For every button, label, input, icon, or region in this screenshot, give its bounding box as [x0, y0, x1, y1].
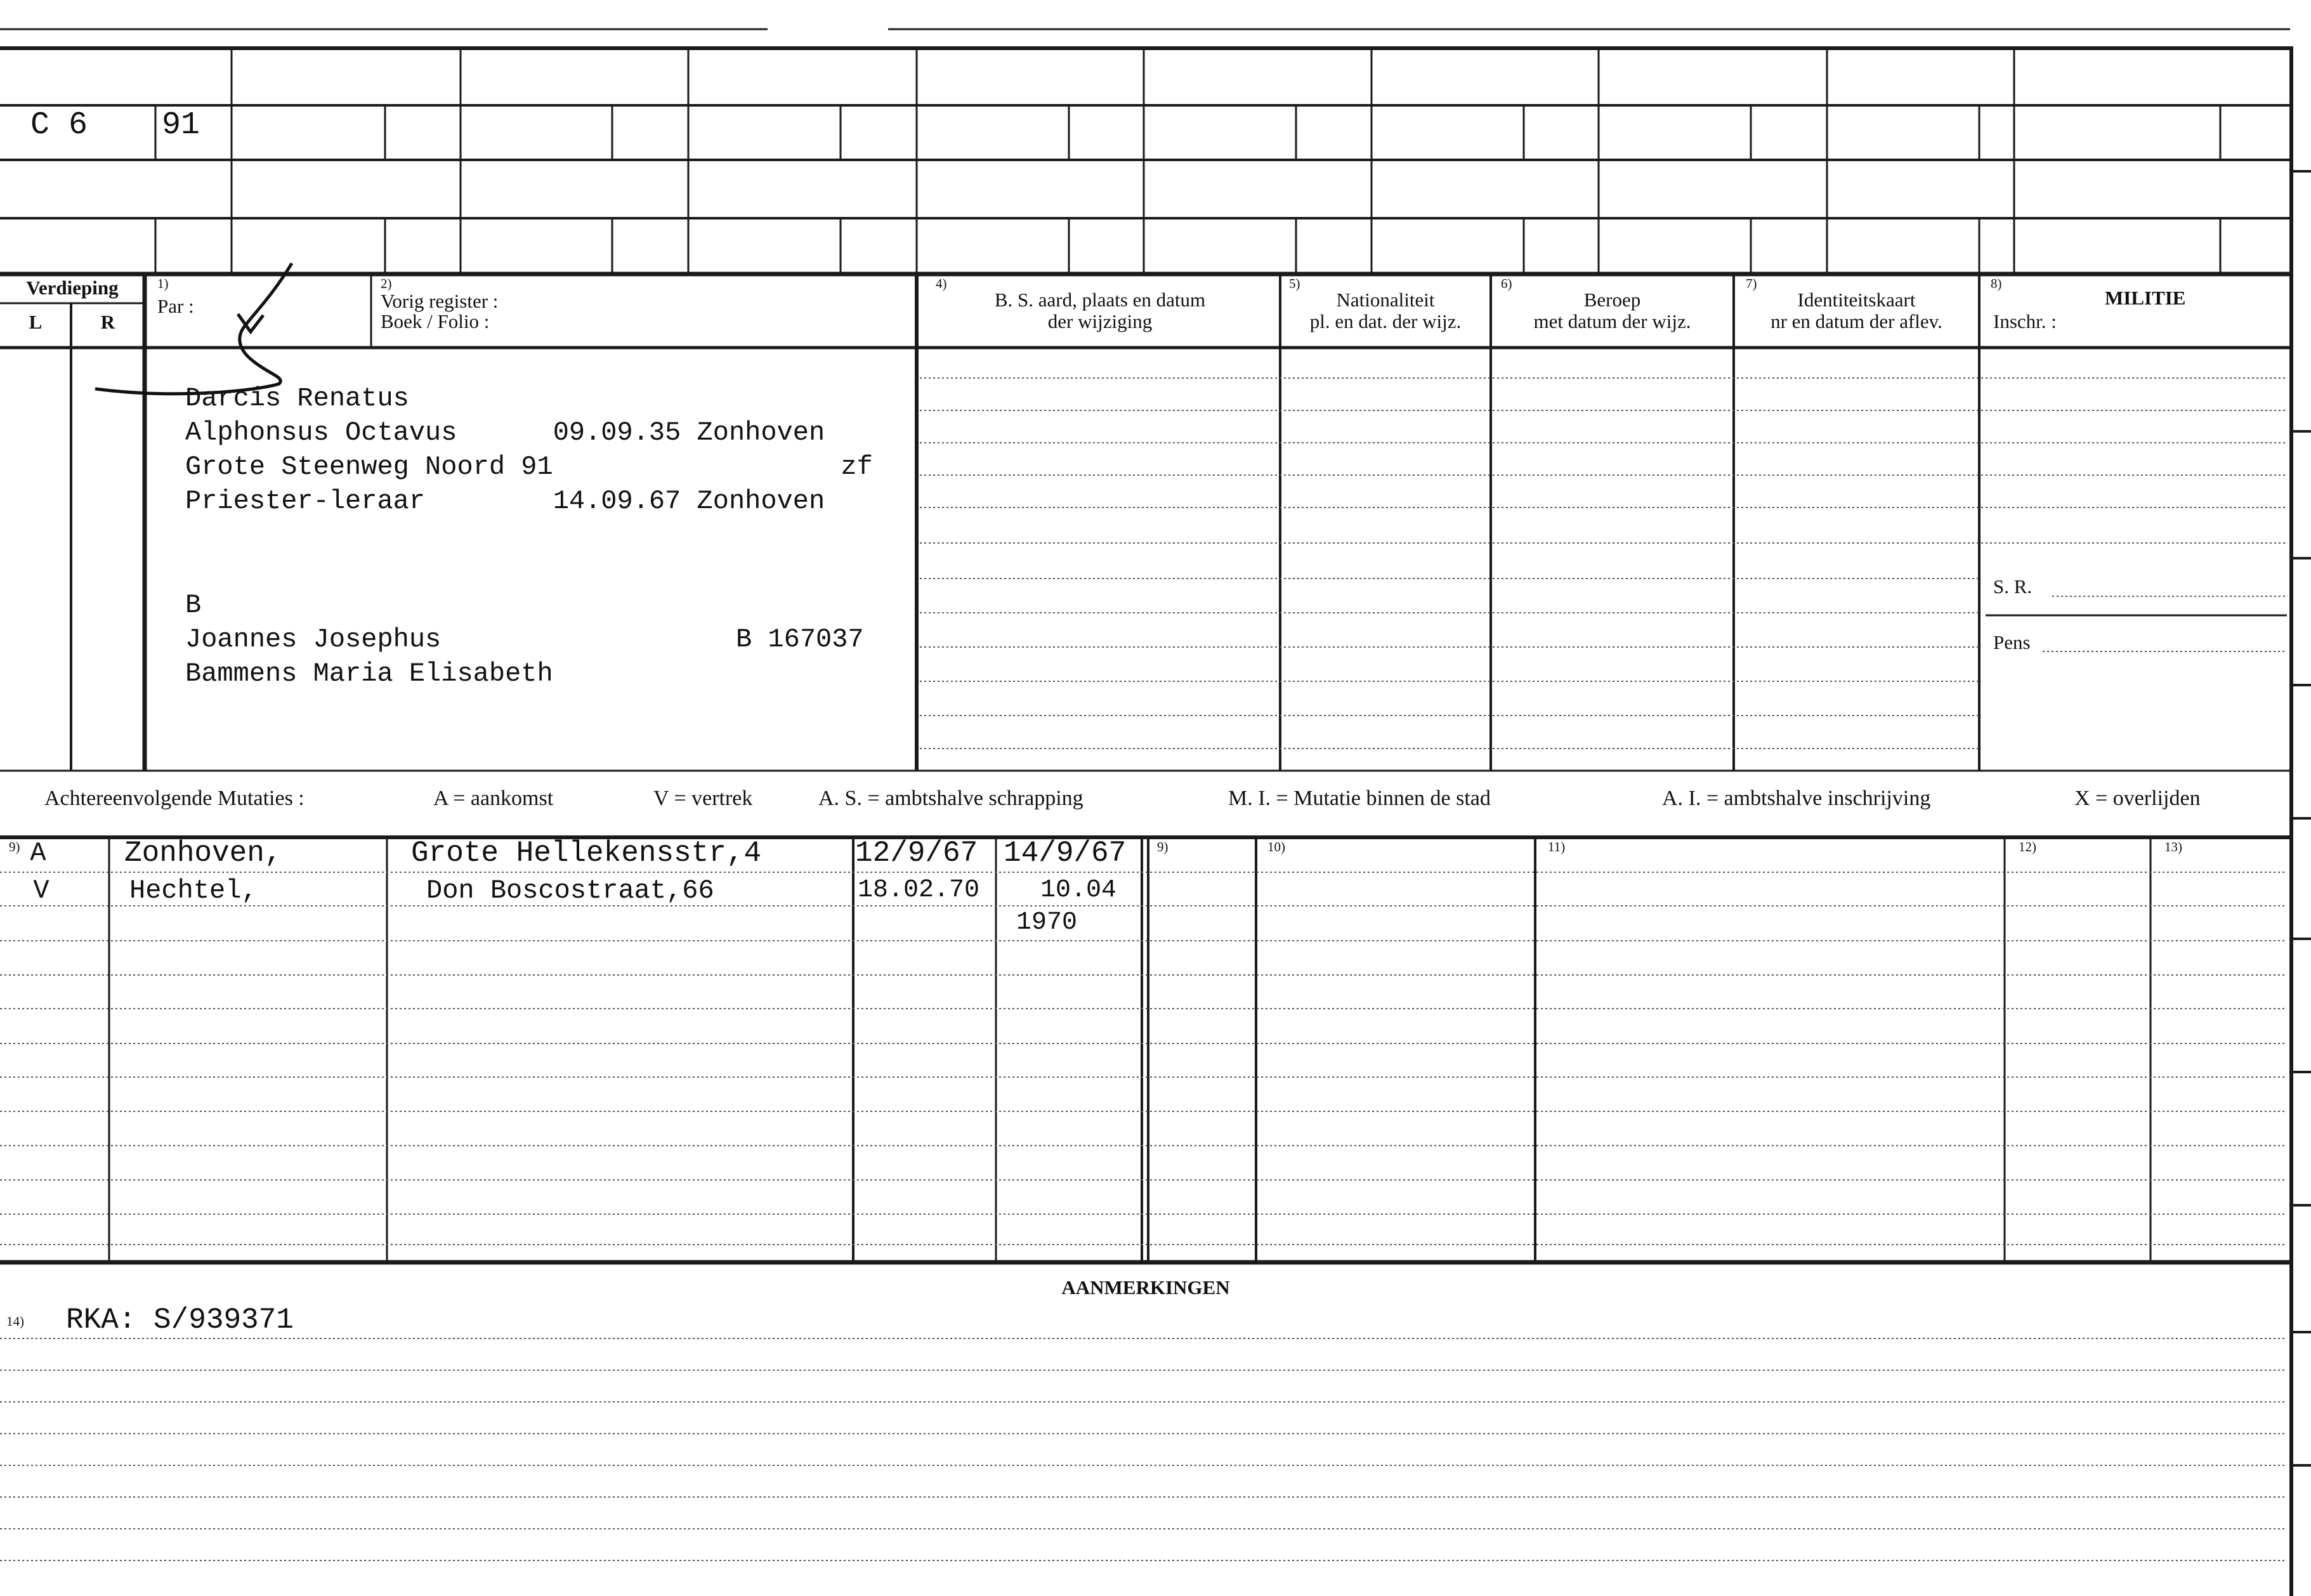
person-address-line: Grote Steenweg Noord 91 zf: [185, 452, 873, 482]
legend-mutatie-binnen-stad: M. I. = Mutatie binnen de stad: [1228, 787, 1491, 810]
verdieping-left: L: [29, 311, 43, 333]
col7-line1: Identiteitskaart: [1797, 289, 1916, 311]
mutation-col10-number: 10): [1267, 839, 1285, 854]
col5-number: 5): [1289, 276, 1300, 291]
mutation-row1-place: Zonhoven,: [124, 837, 282, 870]
top-grid-number: 91: [162, 107, 200, 143]
col7-line2: nr en datum der aflev.: [1771, 310, 1942, 332]
col2-number: 2): [381, 276, 392, 291]
col2-line1: Vorig register :: [381, 290, 499, 312]
legend-vertrek: V = vertrek: [653, 787, 753, 810]
person-register-ref: B 167037: [736, 624, 864, 655]
mutation-row1-type: A: [30, 838, 46, 868]
col6-number: 6): [1501, 276, 1512, 291]
legend-aankomst: A = aankomst: [433, 787, 554, 810]
col1-number: 1): [157, 276, 169, 291]
militie-title: MILITIE: [2105, 287, 2186, 309]
legend-ambtshalve-inschrijving: A. I. = ambtshalve inschrijving: [1662, 787, 1931, 810]
col6-line1: Beroep: [1583, 289, 1641, 311]
person-profession-line: Priester-leraar 14.09.67 Zonhoven: [185, 486, 825, 516]
person-mother: Bammens Maria Elisabeth: [185, 658, 553, 689]
legend-ambtshalve-schrapping: A. S. = ambtshalve schrapping: [818, 787, 1083, 810]
col7-number: 7): [1746, 276, 1757, 291]
col2-line2: Boek / Folio :: [381, 310, 490, 332]
person-birth-line: Alphonsus Octavus 09.09.35 Zonhoven: [185, 417, 825, 448]
mutation-col9b-number: 9): [1157, 839, 1169, 854]
col5-line2: pl. en dat. der wijz.: [1309, 310, 1462, 332]
verdieping-label: Verdieping: [26, 277, 119, 299]
remarks-text: RKA: S/939371: [66, 1304, 294, 1337]
col1-label: Par :: [157, 295, 194, 317]
person-b-label: B: [185, 590, 202, 620]
col4-number: 4): [936, 276, 947, 291]
militie-inschr: Inschr. :: [1993, 310, 2057, 332]
person-father: Joannes Josephus: [185, 624, 442, 655]
mutation-row2-date2: 10.04: [1040, 876, 1117, 905]
mutation-row2-date2-year: 1970: [1016, 908, 1078, 937]
mutation-row2-date1: 18.02.70: [858, 876, 980, 905]
col4-line2: der wijziging: [1047, 310, 1153, 332]
militie-sr: S. R.: [1993, 575, 2033, 598]
mutation-row2-address: Don Boscostraat,66: [426, 875, 714, 906]
mutation-row2-place: Hechtel,: [129, 875, 258, 906]
col8-number: 8): [1991, 276, 2002, 291]
col6-line2: met datum der wijz.: [1533, 310, 1691, 332]
mutation-row1-date1: 12/9/67: [855, 837, 978, 870]
col5-line1: Nationaliteit: [1336, 289, 1435, 311]
mutation-col11-number: 11): [1548, 839, 1566, 854]
mutation-row1-address: Grote Hellekensstr,4: [411, 837, 762, 870]
legend-overlijden: X = overlijden: [2074, 787, 2201, 810]
legend-title: Achtereenvolgende Mutaties :: [44, 787, 304, 810]
mutation-col13-number: 13): [2164, 839, 2182, 854]
person-name-line: Darcis Renatus: [185, 383, 409, 414]
militie-pens: Pens: [1993, 631, 2031, 653]
remarks-title: AANMERKINGEN: [1061, 1276, 1230, 1298]
mutation-col9-number: 9): [9, 839, 20, 854]
mutation-row2-type: V: [33, 875, 49, 906]
mutation-col12-number: 12): [2019, 839, 2036, 854]
verdieping-right: R: [100, 311, 115, 333]
remarks-number: 14): [6, 1314, 24, 1329]
mutation-row1-date2: 14/9/67: [1004, 837, 1127, 870]
col4-line1: B. S. aard, plaats en datum: [994, 289, 1206, 311]
top-grid-code: C 6: [30, 107, 88, 143]
